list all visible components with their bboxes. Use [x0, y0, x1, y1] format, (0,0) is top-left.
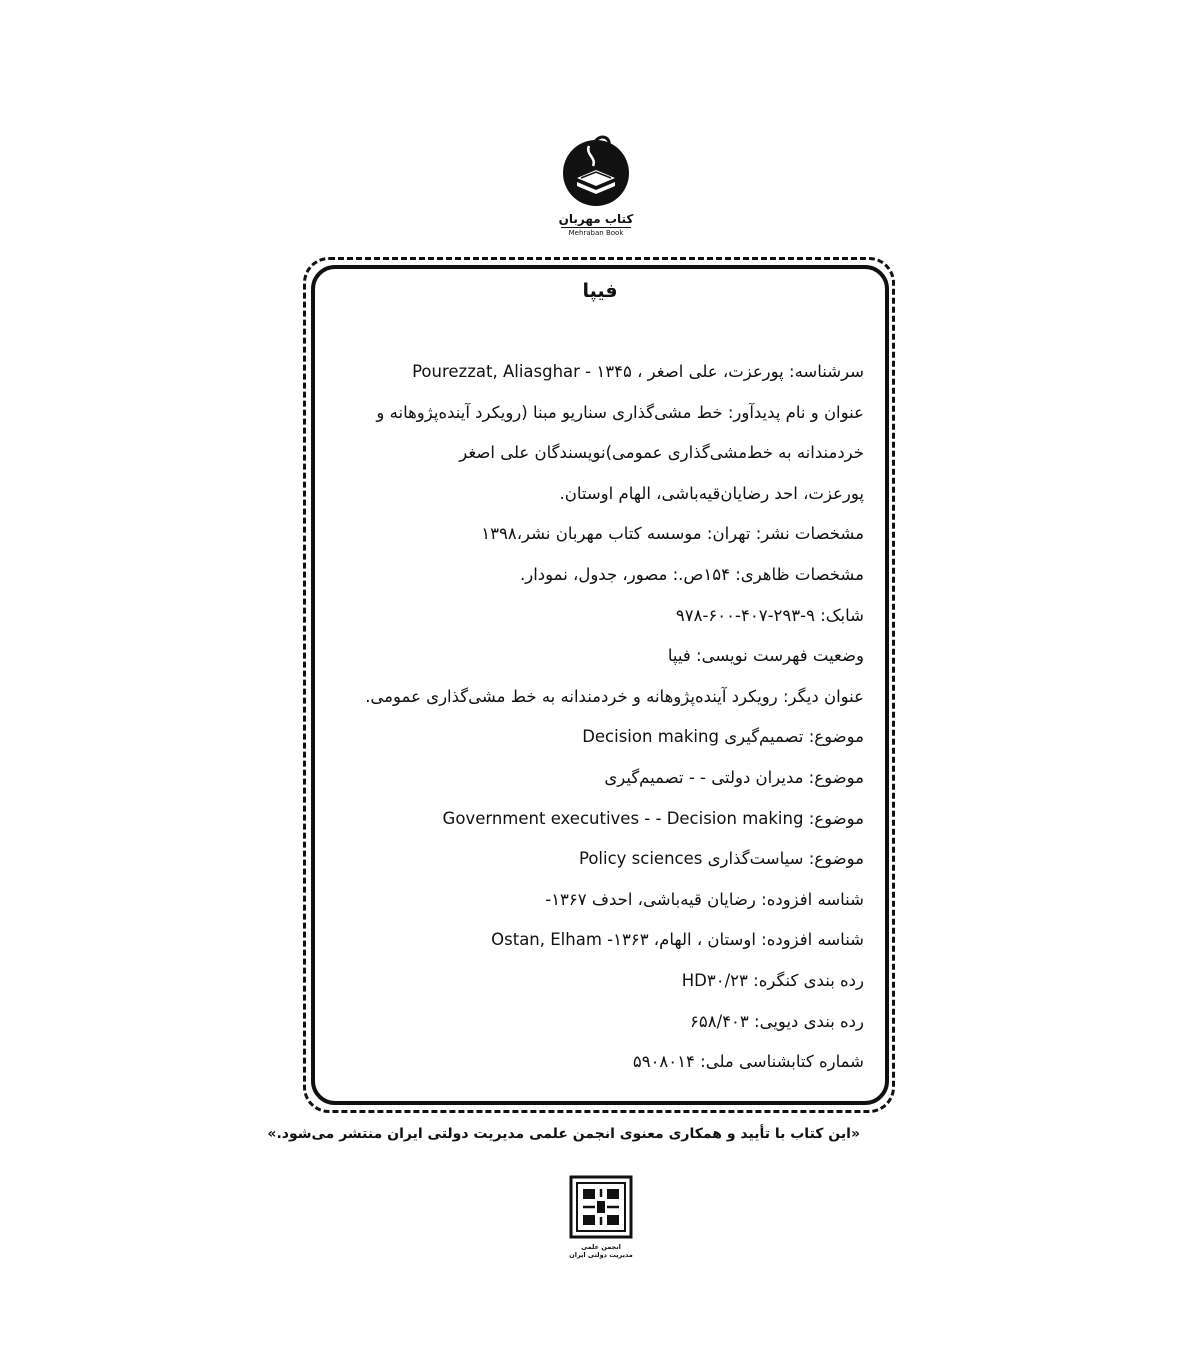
association-caption-2: مدیریت دولتی ایران — [569, 1251, 633, 1259]
cip-line-added-entry-2: شناسه افزوده: اوستان ، الهام، ۱۳۶۳- Ostan, Elham — [491, 930, 864, 950]
publisher-logo — [555, 128, 637, 250]
cip-line-subject-2: موضوع: مدیران دولتی - - تصمیم‌گیری — [604, 767, 864, 787]
cip-line-other-title: عنوان دیگر: رویکرد آینده‌پژوهانه و خردمندانه به خط مشی‌گذاری عمومی. — [365, 686, 864, 706]
publisher-name-en: Mehraban Book — [568, 229, 624, 237]
cip-line-authors: پورعزت، احد رضایان‌قیه‌باشی، الهام اوستان. — [559, 483, 864, 503]
cip-line-national-biblio-number: شماره کتابشناسی ملی: ۵۹۰۸۰۱۴ — [632, 1052, 864, 1072]
cip-line-dewey-class: رده بندی دیویی: ۶۵۸/۴۰۳ — [690, 1011, 864, 1031]
cip-line-cataloging-status: وضعیت فهرست نویسی: فیپا — [667, 646, 864, 666]
cip-line-subject-4: موضوع: سیاست‌گذاری Policy sciences — [578, 849, 864, 869]
publisher-name-fa: کتاب مهربان — [558, 212, 634, 226]
mehraban-book-logo-icon — [555, 128, 637, 210]
cip-line-main-entry: سرشناسه: پورعزت، علی اصغر ، ۱۳۴۵ - Pourezzat, Aliasghar — [412, 362, 864, 381]
cip-record — [336, 352, 864, 1083]
cip-line-added-entry-1: شناسه افزوده: رضایان قیه‌باشی، احدف ۱۳۶۷- — [545, 889, 864, 909]
cip-heading: فیپا — [582, 280, 618, 302]
association-logo — [569, 1175, 633, 1269]
association-emblem-icon — [569, 1175, 633, 1239]
endorsement-note: «این کتاب با تأیید و همکاری معنوی انجمن علمی مدیریت دولتی ایران منتشر می‌شود.» — [267, 1126, 860, 1142]
association-caption-1: انجمن علمی — [581, 1243, 621, 1251]
cip-line-subject-1: موضوع: تصمیم‌گیری Decision making — [582, 727, 864, 747]
cip-line-physical: مشخصات ظاهری: ۱۵۴ص.: مصور، جدول، نمودار. — [519, 564, 864, 584]
cip-line-lc-class: رده بندی کنگره: HD۳۰/۲۳ — [681, 970, 864, 990]
cip-line-title-cont: خردمندانه به خط‌مشی‌گذاری عمومی)نویسندگان علی اصغر — [459, 443, 864, 463]
cip-line-title: عنوان و نام پدیدآور: خط مشی‌گذاری سناریو مبنا (رویکرد آینده‌پژوهانه و — [376, 402, 864, 422]
cip-line-publication: مشخصات نشر: تهران: موسسه کتاب مهربان نشر،۱۳۹۸ — [481, 524, 864, 544]
cip-line-subject-3: موضوع: Government executives - - Decision making — [442, 808, 864, 828]
logo-divider — [561, 227, 631, 228]
cip-line-isbn: شابک: ۹-۲۹۳-۴۰۷-۶۰۰-۹۷۸ — [675, 605, 864, 625]
